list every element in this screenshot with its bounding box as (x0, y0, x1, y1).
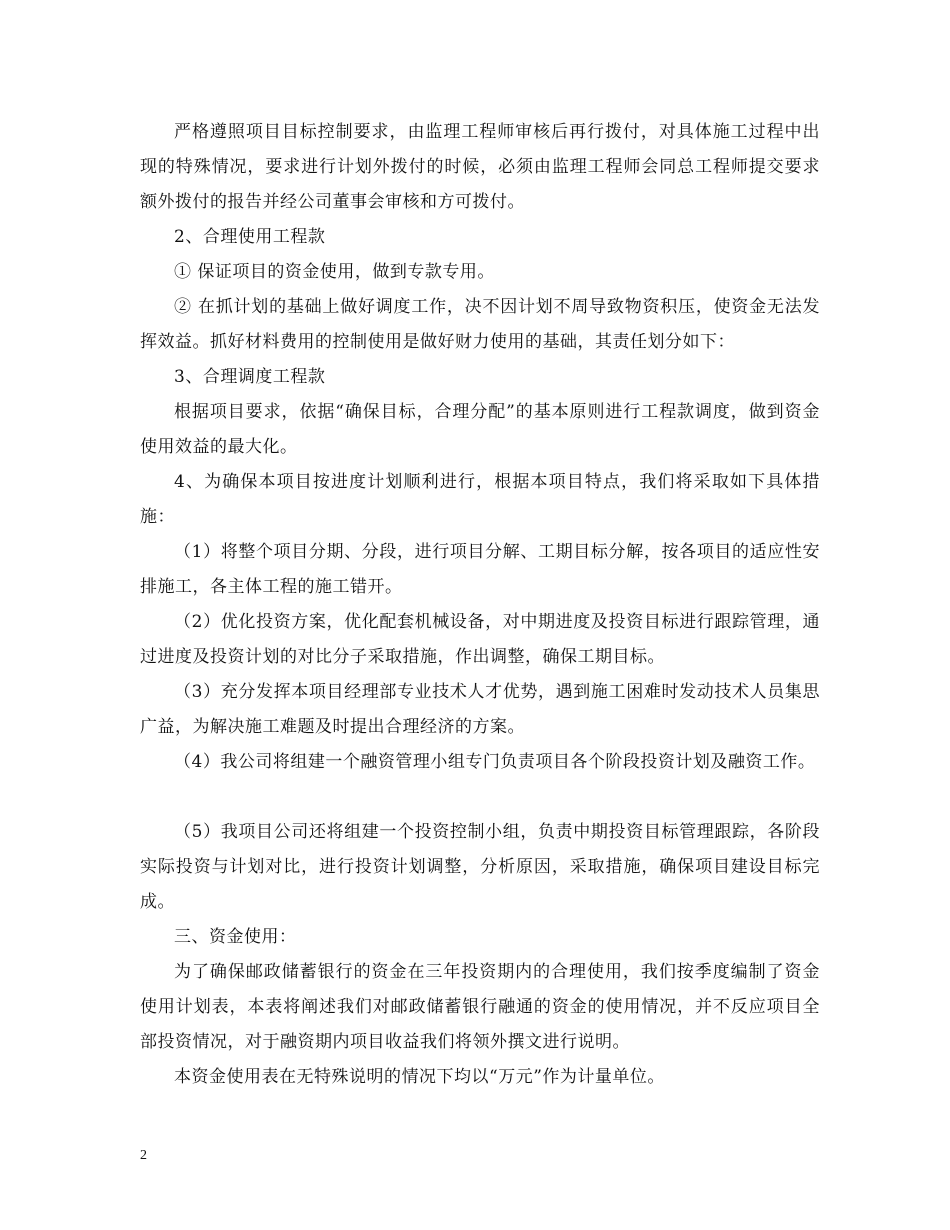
heading-specific-measures: 4、为确保本项目按进度计划顺利进行，根据本项目特点，我们将采取如下具体措施： (140, 472, 820, 527)
measure-item-4: （4）我公司将组建一个融资管理小组专门负责项目各个阶段投资计划及融资工作。 (174, 752, 816, 772)
paragraph-unit-note: 本资金使用表在无特殊说明的情况下均以“万元”作为计量单位。 (174, 1067, 665, 1087)
paragraph-special-funds: ① 保证项目的资金使用，做到专款专用。 (174, 262, 495, 282)
heading-reasonable-scheduling: 3、合理调度工程款 (174, 367, 326, 387)
measure-item-3: （3）充分发挥本项目经理部专业技术人才优势，遇到施工困难时发动技术人员集思广益，为解决施工难题及时提出合理经济的方案。 (140, 682, 820, 737)
heading-fund-usage: 三、资金使用： (174, 927, 297, 947)
heading-reasonable-use: 2、合理使用工程款 (174, 227, 326, 247)
measure-item-1: （1）将整个项目分期、分段，进行项目分解、工期目标分解，按各项目的适应性安排施工，各主体工程的施工错开。 (140, 542, 820, 597)
page-number: 2 (140, 1148, 147, 1163)
paragraph-funding-control: 严格遵照项目目标控制要求，由监理工程师审核后再行拨付，对具体施工过程中出现的特殊情况，要求进行计划外拨付的时候，必须由监理工程师会同总工程师提交要求额外拨付的报告并经公司董事会审核和方可拨付。 (140, 122, 820, 212)
measure-item-2: （2）优化投资方案，优化配套机械设备，对中期进度及投资目标进行跟踪管理，通过进度及投资计划的对比分子采取措施，作出调整，确保工期目标。 (140, 612, 820, 667)
paragraph-scheduling-principle: 根据项目要求，依据“确保目标，合理分配”的基本原则进行工程款调度，做到资金使用效益的最大化。 (140, 402, 820, 457)
measure-item-5: （5）我项目公司还将组建一个投资控制小组，负责中期投资目标管理跟踪，各阶段实际投资与计划对比，进行投资计划调整，分析原因，采取措施，确保项目建设目标完成。 (140, 822, 820, 912)
paragraph-scheduling-work: ② 在抓计划的基础上做好调度工作，决不因计划不周导致物资积压，使资金无法发挥效益。抓好材料费用的控制使用是做好财力使用的基础，其责任划分如下： (140, 297, 820, 352)
paragraph-fund-usage-plan: 为了确保邮政储蓄银行的资金在三年投资期内的合理使用，我们按季度编制了资金使用计划表，本表将阐述我们对邮政储蓄银行融通的资金的使用情况，并不反应项目全部投资情况，对于融资期内项目收益我们将领外撰文进行说明。 (140, 962, 820, 1052)
